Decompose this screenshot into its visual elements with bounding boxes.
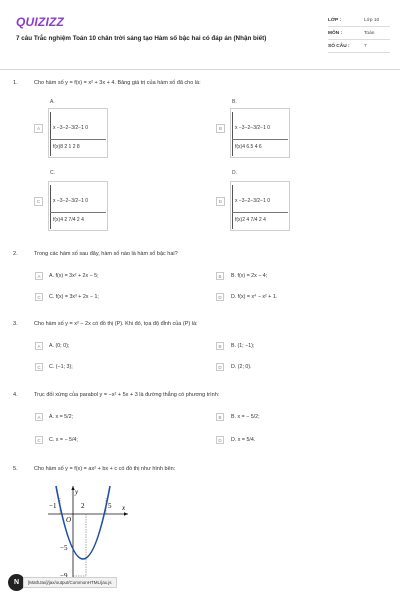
- mathjax-loading-notice: [8, 570, 117, 594]
- tick-label: 2: [81, 502, 85, 510]
- option-a-checkbox[interactable]: A: [34, 124, 43, 133]
- option-label: A.: [50, 99, 55, 105]
- option-d-checkbox[interactable]: D: [216, 363, 224, 371]
- option-c-checkbox[interactable]: C: [35, 363, 43, 371]
- table-divider: [232, 139, 288, 140]
- question-text: Trục đối xứng của parabol y = −x² + 5x + 3 là đường thẳng có phương trình:: [34, 392, 220, 398]
- x-axis-arrow: [124, 512, 128, 515]
- option-c-checkbox[interactable]: C: [35, 436, 43, 444]
- table-row-x: x −3−2−3/2−1 0: [235, 125, 271, 131]
- option-c-checkbox[interactable]: C: [34, 197, 43, 206]
- info-key: SỐ CÂU :: [328, 43, 350, 49]
- option-b-checkbox[interactable]: B: [216, 342, 224, 350]
- table-divider: [232, 112, 233, 156]
- option-b-text[interactable]: B. f(x) = 2x − 4;: [231, 273, 268, 279]
- option-c-text[interactable]: C. x = − 5/4;: [49, 437, 78, 443]
- page-title: 7 câu Trắc nghiệm Toán 10 chân trời sáng tạo Hàm số bậc hai có đáp án (Nhận biết): [16, 35, 267, 42]
- question-number: 3.: [13, 321, 18, 327]
- option-b-checkbox[interactable]: B: [216, 413, 224, 421]
- question-number: 4.: [13, 392, 18, 398]
- option-d-checkbox[interactable]: D: [216, 436, 224, 444]
- info-value: Lớp 10: [364, 17, 380, 23]
- question-text: Cho hàm số y = f(x) = ax² + bx + c có đồ thị như hình bên:: [34, 466, 176, 472]
- option-d-text[interactable]: D. x = 5/4.: [231, 437, 256, 443]
- info-key: LỚP :: [328, 17, 342, 23]
- x-axis-label: x: [122, 504, 126, 512]
- table-row-fx: f(x)2 4 7/4 2 4: [235, 217, 266, 223]
- option-b-checkbox[interactable]: B: [216, 124, 225, 133]
- option-c-text[interactable]: C. f(x) = 3x³ + 2x − 1;: [49, 294, 99, 300]
- value-table-d: [230, 181, 290, 231]
- info-value: 7: [364, 43, 367, 49]
- mathjax-status-text: [MathJax]/jax/output/CommonHTML/jax.js: [23, 577, 117, 588]
- table-divider: [50, 139, 106, 140]
- option-c-text[interactable]: C. (−1; 3);: [49, 364, 73, 370]
- option-b-checkbox[interactable]: B: [216, 272, 224, 280]
- question-number: 1.: [13, 80, 18, 86]
- option-b-text[interactable]: B. x = − 5/2;: [231, 414, 260, 420]
- table-row-x: x −3−2−3/2−1 0: [235, 198, 271, 204]
- info-row-subject: [328, 27, 390, 40]
- tick-label: −5: [60, 544, 68, 552]
- question-number: 2.: [13, 251, 18, 257]
- table-divider: [232, 185, 233, 229]
- info-panel: [328, 14, 390, 53]
- table-divider: [232, 212, 288, 213]
- table-divider: [50, 112, 51, 156]
- option-d-text[interactable]: D. (2; 0).: [231, 364, 252, 370]
- parabola-graph: [48, 484, 128, 580]
- tick-label: −1: [49, 502, 57, 510]
- table-row-fx: f(x)4 2 7/4 2 4: [53, 217, 84, 223]
- option-label: D.: [232, 170, 237, 176]
- option-b-text[interactable]: B. (1; −1);: [231, 343, 255, 349]
- value-table-b: [230, 108, 290, 158]
- option-d-text[interactable]: D. f(x) = x⁴ − x² + 1.: [231, 294, 278, 300]
- question-text: Cho hàm số y = x² − 2x có đồ thị (P). Khi đó, tọa độ đỉnh của (P) là:: [34, 321, 198, 327]
- option-a-checkbox[interactable]: A: [35, 272, 43, 280]
- option-a-checkbox[interactable]: A: [35, 342, 43, 350]
- option-label: B.: [232, 99, 237, 105]
- quizizz-logo[interactable]: QUIZIZZ: [16, 15, 65, 29]
- mathjax-icon[interactable]: N: [8, 574, 25, 591]
- tick-label: 5: [108, 502, 112, 510]
- option-a-text[interactable]: A. x = 5/2;: [49, 414, 73, 420]
- question-number: 5.: [13, 466, 18, 472]
- option-label: C.: [50, 170, 55, 176]
- info-key: MÔN :: [328, 30, 343, 36]
- value-table-a: [48, 108, 108, 158]
- header: [0, 0, 400, 70]
- info-row-count: [328, 40, 390, 53]
- table-divider: [50, 212, 106, 213]
- option-c-checkbox[interactable]: C: [35, 293, 43, 301]
- table-row-fx: f(x)8 2 1 2 8: [53, 144, 80, 150]
- table-row-x: x −3−2−3/2−1 0: [53, 125, 89, 131]
- y-axis-label: y: [75, 488, 79, 496]
- table-row-x: x −3−2−3/2−1 0: [53, 198, 89, 204]
- option-a-text[interactable]: A. (0; 0);: [49, 343, 70, 349]
- info-value: Toán: [364, 30, 375, 36]
- option-d-checkbox[interactable]: D: [216, 293, 224, 301]
- table-row-fx: f(x)4 6.5 4 6: [235, 144, 262, 150]
- question-text: Cho hàm số y = f(x) = x² + 3x + 4. Bảng giá trị của hàm số đã cho là:: [34, 80, 201, 86]
- info-row-class: [328, 14, 390, 27]
- option-d-checkbox[interactable]: D: [216, 197, 225, 206]
- value-table-c: [48, 181, 108, 231]
- origin-label: O: [66, 516, 72, 524]
- question-text: Trong các hàm số sau đây, hàm số nào là hàm số bậc hai?: [34, 251, 178, 257]
- option-a-checkbox[interactable]: A: [35, 413, 43, 421]
- table-divider: [50, 185, 51, 229]
- option-a-text[interactable]: A. f(x) = 3x² + 2x − 5;: [49, 273, 99, 279]
